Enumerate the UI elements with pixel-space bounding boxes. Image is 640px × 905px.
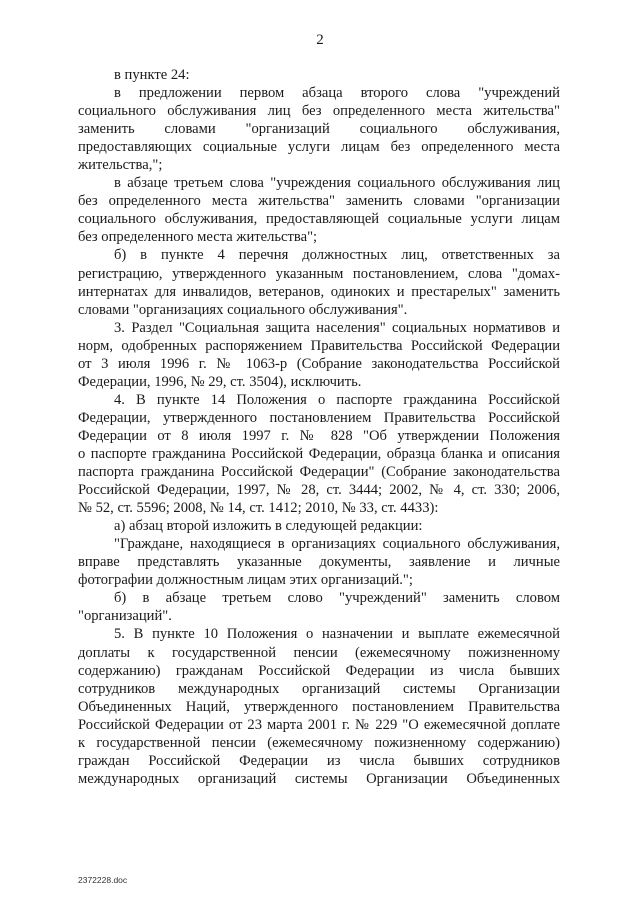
text-line: международных организаций системы Организации Объединенных [78, 770, 560, 787]
text-line: Федерации, 1996, № 29, ст. 3504), исключить. [78, 373, 362, 390]
document-body [78, 66, 560, 788]
text-line: в предложении первом абзаца второго слова "учреждений [114, 85, 560, 102]
text-line: Российской Федерации, 1997, № 28, ст. 3444; 2002, № 4, ст. 330; 2006, [78, 482, 560, 499]
text-line: в пункте 24: [114, 67, 190, 83]
text-line: от 3 июля 1996 г. № 1063-р (Собрание законодательства Российской [78, 355, 560, 372]
text-line: сотрудников международных организаций системы Организации [78, 680, 560, 697]
text-line: Федерации, утвержденного постановлением Правительства Российской [78, 409, 560, 426]
text-line: жительства,"; [78, 157, 163, 174]
page-number: 2 [316, 32, 324, 48]
text-line: а) абзац второй изложить в следующей редакции: [114, 518, 423, 535]
text-line: в абзаце третьем слова "учреждения социального обслуживания лиц [114, 175, 560, 192]
text-line: Российской Федерации от 23 марта 2001 г. № 229 "О ежемесячной доплате [78, 716, 560, 733]
text-line: Федерации от 8 июля 1997 г. № 828 "Об утверждении Положения [78, 427, 560, 444]
text-line: "Граждане, находящиеся в организациях социального обслуживания, [114, 536, 560, 553]
text-line: доплаты к государственной пенсии (ежемесячному пожизненному [78, 644, 560, 661]
text-line: Объединенных Наций, утвержденного постановлением Правительства [78, 698, 560, 715]
text-line: 5. В пункте 10 Положения о назначении и выплате ежемесячной [114, 626, 560, 643]
text-line: паспорта гражданина Российской Федерации" (Собрание законодательства [78, 464, 560, 481]
text-line: вправе представлять указанные документы, заявление и личные [78, 554, 560, 571]
text-line: интернатах для инвалидов, ветеранов, одиноких и престарелых" заменить [78, 283, 560, 300]
text-line: социального обслуживания лиц без определенного места жительства" [78, 103, 560, 120]
text-line: граждан Российской Федерации из числа бывших сотрудников [78, 752, 560, 769]
text-line: социального обслуживания, предоставляющей социальные услуги лицам [78, 211, 560, 228]
text-line: регистрацию, утвержденного указанным постановлением, слова "домах- [78, 265, 560, 282]
text-line: заменить словами "организаций социального обслуживания, [78, 121, 560, 138]
text-line: словами "организациях социального обслуживания". [78, 301, 408, 318]
text-line: фотографии должностным лицам этих организаций."; [78, 572, 413, 589]
text-line: предоставляющих социальные услуги лицам без определенного места [78, 139, 560, 156]
text-line: к государственной пенсии (ежемесячному пожизненному содержанию) [78, 734, 560, 751]
file-name-footer: 2372228.doc [78, 875, 128, 885]
text-line: о паспорте гражданина Российской Федерации, образца бланка и описания [78, 445, 560, 462]
text-line: содержанию) гражданам Российской Федерации из числа бывших [78, 662, 560, 679]
text-line: "организаций". [78, 608, 172, 625]
text-line: № 52, ст. 5596; 2008, № 14, ст. 1412; 2010, № 33, ст. 4433): [78, 500, 439, 517]
text-line: 3. Раздел "Социальная защита населения" социальных нормативов и [114, 319, 560, 336]
text-line: без определенного места жительства"; [78, 229, 318, 246]
text-line: норм, одобренных распоряжением Правительства Российской Федерации [78, 337, 560, 354]
text-line: б) в абзаце третьем слово "учреждений" заменить словом [114, 590, 560, 607]
text-line: без определенного места жительства" заменить словами "организации [78, 193, 560, 210]
text-line: б) в пункте 4 перечня должностных лиц, ответственных за [114, 247, 560, 264]
text-line: 4. В пункте 14 Положения о паспорте гражданина Российской [114, 391, 560, 408]
